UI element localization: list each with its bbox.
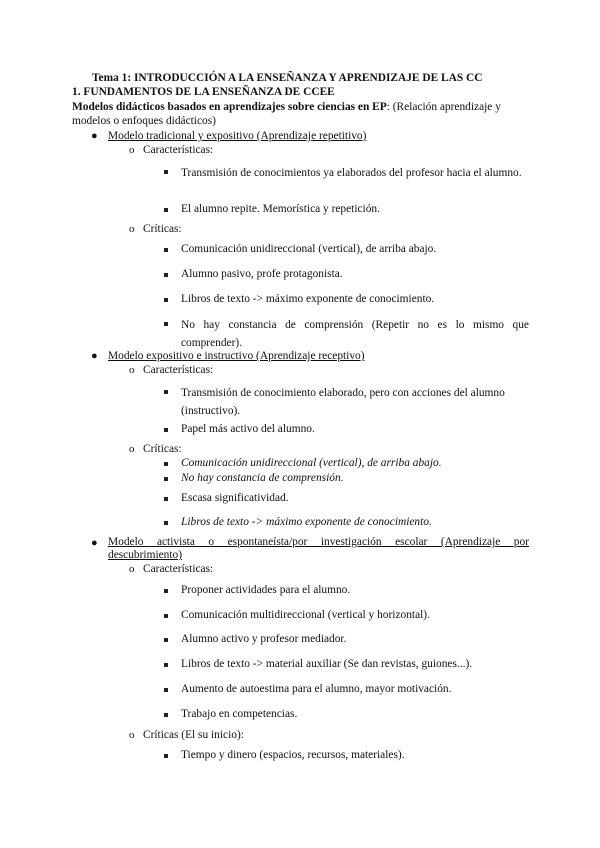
model-1-char-item: El alumno repite. Memorística y repetición. <box>181 203 380 215</box>
model-2-critique-item: Libros de texto -> máximo exponente de conocimiento. <box>181 516 432 528</box>
square-bullet-icon <box>164 170 168 174</box>
model-1-critique-item: Comunicación unidireccional (vertical), de arriba abajo. <box>181 243 437 255</box>
circle-bullet-icon: o <box>129 144 135 156</box>
model-1-critique-item: Libros de texto -> máximo exponente de conocimiento. <box>181 293 435 305</box>
square-bullet-icon <box>164 298 168 302</box>
square-bullet-icon <box>164 208 168 212</box>
model-2-char-item: Transmisión de conocimiento elaborado, pero con acciones del alumno (instructivo). <box>181 387 505 417</box>
square-bullet-icon <box>164 273 168 277</box>
bullet-dot-icon: ● <box>91 350 98 362</box>
square-bullet-icon <box>164 428 168 432</box>
circle-bullet-icon: o <box>129 563 135 575</box>
model-2-critique-item: Escasa significatividad. <box>181 492 289 504</box>
intro-paragraph <box>72 100 530 128</box>
square-bullet-icon <box>164 754 168 758</box>
circle-bullet-icon: o <box>129 729 135 741</box>
model-3-char-item: Aumento de autoestima para el alumno, mayor motivación. <box>181 683 452 695</box>
model-2-title: Modelo expositivo e instructivo (Aprendizaje receptivo) <box>108 350 365 362</box>
bullet-dot-icon: ● <box>91 537 98 549</box>
model-2-characteristics-label: Características: <box>143 364 214 376</box>
square-bullet-icon <box>164 248 168 252</box>
model-3-char-item: Trabajo en competencias. <box>181 708 298 720</box>
circle-bullet-icon: o <box>129 364 135 376</box>
square-bullet-icon <box>164 521 168 525</box>
square-bullet-icon <box>164 614 168 618</box>
page-title: Tema 1: INTRODUCCIÓN A LA ENSEÑANZA Y APRENDIZAJE DE LAS CC <box>92 72 483 84</box>
model-3-char-item: Proponer actividades para el alumno. <box>181 584 351 596</box>
circle-bullet-icon: o <box>129 443 135 455</box>
model-1-title: Modelo tradicional y expositivo (Aprendizaje repetitivo) <box>108 130 367 142</box>
model-3-critiques-label: Críticas (El su inicio): <box>143 729 244 741</box>
model-1-critique-item: No hay constancia de comprensión (Repetir no es lo mismo que comprender). <box>181 319 529 349</box>
square-bullet-icon <box>164 713 168 717</box>
square-bullet-icon <box>164 638 168 642</box>
intro-rest: : (Relación aprendizaje y modelos o enfoques didácticos) <box>72 101 501 127</box>
model-3-char-item: Alumno activo y profesor mediador. <box>181 633 347 645</box>
section-heading: 1. FUNDAMENTOS DE LA ENSEÑANZA DE CCEE <box>72 86 335 98</box>
model-3-char-item: Comunicación multidireccional (vertical y horizontal). <box>181 609 430 621</box>
square-bullet-icon <box>164 390 168 394</box>
model-3-characteristics-label: Características: <box>143 563 214 575</box>
square-bullet-icon <box>164 462 168 466</box>
square-bullet-icon <box>164 663 168 667</box>
model-3-title: Modelo activista o espontaneísta/por investigación escolar (Aprendizaje por descubrimiento) <box>108 536 529 561</box>
model-2-critique-item: No hay constancia de comprensión. <box>181 472 344 484</box>
square-bullet-icon <box>164 688 168 692</box>
square-bullet-icon <box>164 497 168 501</box>
model-1-critiques-label: Críticas: <box>143 223 182 235</box>
intro-bold: Modelos didácticos basados en aprendizajes sobre ciencias en EP <box>72 101 387 113</box>
model-2-critiques-label: Críticas: <box>143 443 182 455</box>
model-3-char-item: Libros de texto -> material auxiliar (Se dan revistas, guiones...). <box>181 658 473 670</box>
square-bullet-icon <box>164 322 168 326</box>
model-2-critique-item: Comunicación unidireccional (vertical), de arriba abajo. <box>181 457 442 469</box>
square-bullet-icon <box>164 477 168 481</box>
model-1-characteristics-label: Características: <box>143 144 214 156</box>
bullet-dot-icon: ● <box>91 130 98 142</box>
model-1-char-item: Transmisión de conocimientos ya elaborados del profesor hacia el alumno. <box>181 167 522 179</box>
model-3-critique-item: Tiempo y dinero (espacios, recursos, materiales). <box>181 749 405 761</box>
model-1-critique-item: Alumno pasivo, profe protagonista. <box>181 268 343 280</box>
square-bullet-icon <box>164 589 168 593</box>
model-2-char-item: Papel más activo del alumno. <box>181 423 315 435</box>
circle-bullet-icon: o <box>129 223 135 235</box>
